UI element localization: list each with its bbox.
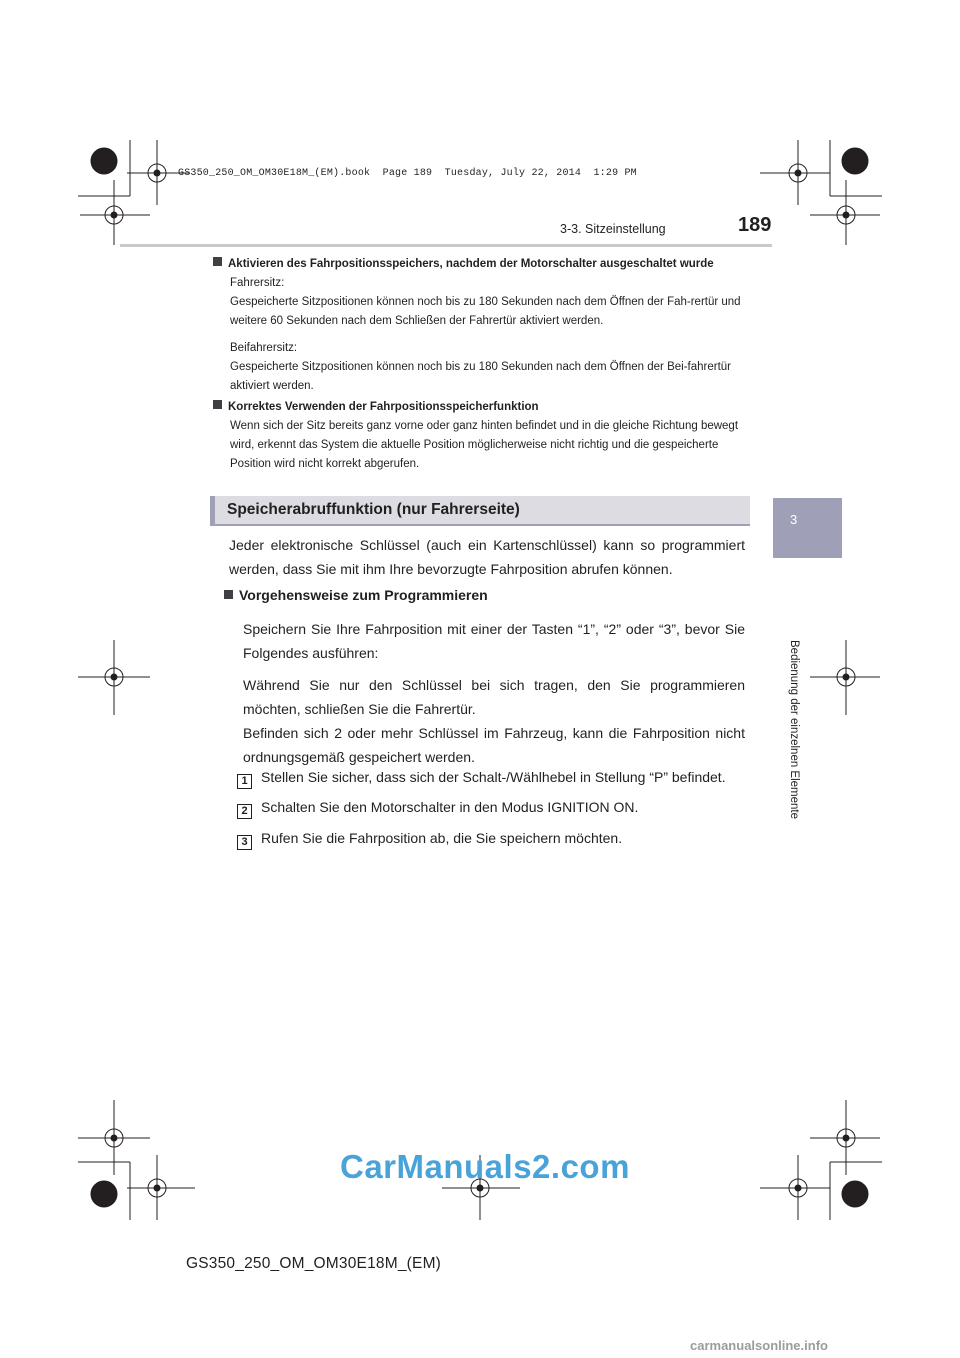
chapter-tab [773,498,842,558]
step-2 [237,799,639,819]
note-block-1 [213,257,751,396]
note-text: Gespeicherte Sitzpositionen können noch bis zu 180 Sekunden nach dem Öffnen der Fah-rertür und weitere 60 Sekunden nach dem Schließen der Fahrertür aktiviert werden. [230,296,741,327]
bottom-brand: carmanualsonline.info [690,1338,828,1353]
procedure-paragraph: Während Sie nur den Schlüssel bei sich tragen, den Sie programmieren möchten, schließen Sie die Fahrertür. [243,677,745,717]
note-block-2 [213,400,751,474]
footer-code: GS350_250_OM_OM30E18M_(EM) [186,1255,442,1272]
step-text: Stellen Sie sicher, dass sich der Schalt-/Wählhebel in Stellung “P” befindet. [261,769,726,785]
section-heading: Speicherabruffunktion (nur Fahrerseite) [227,501,520,518]
chapter-tab-number: 3 [790,512,798,527]
square-bullet-icon [213,400,222,409]
square-bullet-icon [224,590,233,599]
procedure-text [243,617,745,769]
step-3 [237,830,623,850]
square-bullet-icon [213,257,222,266]
section-heading-bar [210,496,750,526]
note-text: Beifahrersitz: [230,342,298,354]
page-number: 189 [738,214,772,236]
section-intro: Jeder elektronische Schlüssel (auch ein Kartenschlüssel) kann so programmiert werden, dass Sie mit ihm Ihre bevorzugte Fahrposition abrufen können. [229,537,745,577]
procedure-paragraph: Befinden sich 2 oder mehr Schlüssel im Fahrzeug, kann die Fahrposition nicht ordnungsgemäß gespeichert werden. [243,725,745,765]
watermark-text: CarManuals2.com [340,1148,630,1185]
step-number-badge: 1 [237,774,252,789]
step-text: Schalten Sie den Motorschalter in den Modus IGNITION ON. [261,799,639,815]
note-text: Gespeicherte Sitzpositionen können noch bis zu 180 Sekunden nach dem Öffnen der Bei-fahrertür aktiviert werden. [230,361,731,392]
note-heading-2: Korrektes Verwenden der Fahrpositionsspeicherfunktion [213,400,751,413]
running-section-title: 3-3. Sitzeinstellung [560,222,666,236]
chapter-tab-label: Bedienung der einzelnen Elemente [788,640,800,820]
step-1 [237,769,726,789]
book-file-line: GS350_250_OM_OM30E18M_(EM).book Page 189 Tuesday, July 22, 2014 1:29 PM [178,168,637,179]
note-text: Wenn sich der Sitz bereits ganz vorne oder ganz hinten befindet und in die gleiche Richtung bewegt wird, erkennt das System die aktuelle Position möglicherweise nicht richtig und die gespeicherte Position wird nicht korrekt abgerufen. [230,420,739,470]
step-number-badge: 3 [237,835,252,850]
step-number-badge: 2 [237,804,252,819]
step-text: Rufen Sie die Fahrposition ab, die Sie speichern möchten. [261,830,623,846]
note-text: Fahrersitz: [230,277,285,289]
note-heading-1: Aktivieren des Fahrpositionsspeichers, nachdem der Motorschalter ausgeschaltet wurde [213,257,751,270]
subheading: Vorgehensweise zum Programmieren [224,587,762,605]
header-rule [120,244,772,247]
procedure-paragraph: Speichern Sie Ihre Fahrposition mit einer der Tasten “1”, “2” oder “3”, bevor Sie Folgendes ausführen: [243,621,745,661]
